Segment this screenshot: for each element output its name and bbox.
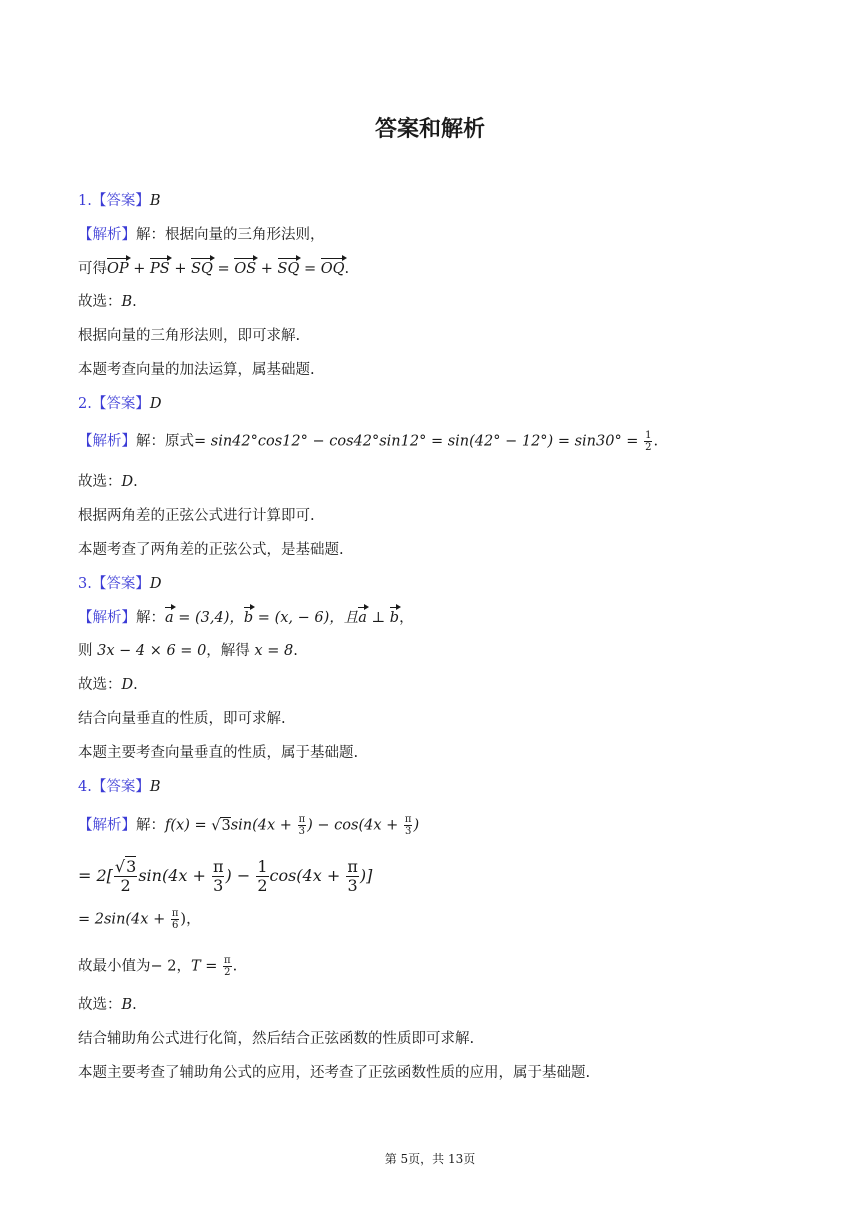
fraction-numerator: π — [298, 814, 306, 825]
q3-analysis-tag: 【解析】 — [78, 610, 136, 626]
fraction-one-half — [256, 858, 268, 895]
q4-l3-a: = 2sin(4x + — [78, 911, 170, 928]
q4-line-3 — [78, 908, 201, 931]
q1-choose-end: . — [132, 294, 137, 310]
fraction-numerator: 1 — [645, 430, 652, 441]
q4-l3-b: )， — [180, 911, 201, 928]
q3-choose: D — [121, 677, 134, 693]
q1-equals: = — [212, 261, 235, 277]
q3-line2-expression: 3x − 4 × 6 = 0 — [97, 643, 207, 659]
fraction-denominator: 6 — [171, 920, 179, 931]
q2-expr-end: . — [653, 433, 659, 450]
fraction-denominator: 2 — [224, 967, 231, 978]
fraction-numerator: π — [224, 955, 231, 966]
q2-answer-label: 2.【答案】 — [78, 396, 150, 412]
q3-eq-b: = (x, − 6)，且 — [253, 610, 359, 626]
q1-equation-line — [78, 259, 349, 279]
q3-note-1: 结合向量垂直的性质，即可求解. — [78, 711, 286, 727]
q3-answer-label: 3.【答案】 — [78, 576, 150, 592]
sqrt-three: √3 — [114, 857, 137, 876]
q1-note-2: 本题考查向量的加法运算，属基础题. — [78, 362, 315, 378]
fraction-denominator: 3 — [213, 876, 224, 895]
q4-analysis-prefix: 解： — [136, 817, 165, 834]
fraction-pi-over-3 — [298, 814, 307, 837]
sqrt-radicand: 3 — [126, 857, 137, 876]
q3-line2-result: x = 8 — [254, 643, 294, 659]
vector-a: a — [358, 610, 367, 626]
q4-l2-e: )] — [359, 866, 373, 885]
q4-l2-c: ) − — [225, 866, 256, 885]
q4-l1-d: ) — [413, 817, 420, 834]
q3-line2-mid: ，解得 — [206, 643, 255, 659]
q3-choose-prefix: 故选： — [78, 677, 122, 693]
fraction-numerator — [114, 858, 137, 877]
q1-answer-line — [78, 191, 161, 211]
q2-answer-line — [78, 394, 161, 414]
q4-choose-end: . — [132, 997, 137, 1013]
page-footer: 第 5页，共 13页 — [384, 1152, 476, 1166]
vector-ps: PS — [150, 261, 170, 277]
vector-oq: OQ — [320, 261, 345, 277]
fraction-pi-over-3 — [212, 858, 225, 895]
sqrt-three: √3 — [211, 817, 231, 834]
q3-analysis-line — [78, 608, 414, 628]
fraction-denominator: 3 — [347, 876, 358, 895]
q1-analysis-line — [78, 225, 325, 245]
q4-line-4 — [78, 955, 237, 978]
fraction-sqrt3-over-2 — [114, 858, 137, 895]
q4-answer: B — [149, 779, 161, 795]
fraction-denominator: 3 — [298, 826, 306, 837]
q1-plus: + — [169, 261, 192, 277]
q1-note-1: 根据向量的三角形法则，即可求解. — [78, 328, 301, 344]
q4-choose-prefix: 故选： — [78, 997, 122, 1013]
fraction-denominator: 3 — [405, 826, 412, 837]
q4-l4-a: 故最小值为− 2， — [78, 958, 191, 975]
q4-l2-d: cos(4x + — [269, 866, 346, 885]
vector-op: OP — [107, 261, 129, 277]
q4-answer-line — [78, 777, 161, 797]
fraction-denominator: 2 — [645, 442, 652, 453]
q1-analysis-text: 解：根据向量的三角形法则， — [136, 227, 325, 243]
q4-l2-b: sin(4x + — [138, 866, 211, 885]
vector-os: OS — [234, 261, 257, 277]
vector-sq: SQ — [191, 261, 213, 277]
q1-answer-label: 1.【答案】 — [78, 193, 150, 209]
fraction-pi-over-2 — [223, 955, 232, 978]
sqrt-radicand: 3 — [221, 817, 231, 834]
q2-answer: D — [149, 396, 162, 412]
q3-analysis-prefix: 解： — [136, 610, 165, 626]
q1-choose-line — [78, 292, 137, 312]
q2-analysis-prefix: 解：原式 — [136, 433, 194, 450]
q2-choose: D — [121, 474, 134, 490]
q2-analysis-line — [78, 430, 658, 453]
vector-b: b — [243, 610, 254, 626]
q1-eq-end: . — [344, 261, 350, 277]
q2-note-2: 本题考查了两角差的正弦公式，是基础题. — [78, 542, 344, 558]
q2-choose-end: . — [133, 474, 138, 490]
q2-choose-line — [78, 472, 138, 492]
q4-l1-a: f(x) = — [165, 817, 212, 834]
fraction-denominator: 2 — [257, 876, 268, 895]
q4-l4-b: T = — [190, 958, 223, 975]
q4-analysis-line — [78, 814, 419, 837]
q1-choose-prefix: 故选： — [78, 294, 122, 310]
fraction-numerator: π — [404, 814, 412, 825]
perpendicular-symbol: ⊥ — [366, 610, 390, 626]
fraction-denominator: 2 — [120, 876, 131, 895]
q3-line2-end: . — [293, 643, 298, 659]
q3-choose-line — [78, 675, 138, 695]
q3-eq-a: = (3,4)， — [173, 610, 244, 626]
q1-plus: + — [128, 261, 151, 277]
q4-answer-label: 4.【答案】 — [78, 779, 150, 795]
q4-choose: B — [121, 997, 133, 1013]
fraction-numerator: 1 — [257, 857, 268, 876]
q2-analysis-tag: 【解析】 — [78, 433, 136, 450]
vector-sq: SQ — [277, 261, 300, 277]
fraction-pi-over-6 — [171, 908, 180, 931]
q3-note-2: 本题主要考查向量垂直的性质，属于基础题. — [78, 745, 359, 761]
q2-expression: = sin42°cos12° − cos42°sin12° = sin(42° − 12°) = sin30° = — [194, 433, 644, 450]
q4-line-2 — [78, 858, 372, 895]
q4-l2-a: = 2[ — [78, 866, 113, 885]
fraction-numerator: π — [212, 857, 224, 876]
q4-analysis-tag: 【解析】 — [78, 817, 136, 834]
vector-a: a — [165, 610, 174, 626]
fraction-pi-over-3 — [346, 858, 359, 895]
q1-equals: = — [299, 261, 321, 277]
q3-answer-line — [78, 574, 161, 594]
fraction-numerator: π — [347, 857, 358, 876]
q3-line2-prefix: 则 — [78, 643, 98, 659]
q3-analysis-end: ， — [399, 610, 414, 626]
fraction-pi-over-3 — [404, 814, 413, 837]
q3-choose-end: . — [133, 677, 138, 693]
q4-choose-line — [78, 995, 137, 1015]
q4-l1-c: ) − cos(4x + — [307, 817, 403, 834]
q4-note-2: 本题主要考查了辅助角公式的应用，还考查了正弦函数性质的应用，属于基础题. — [78, 1065, 591, 1081]
q2-note-1: 根据两角差的正弦公式进行计算即可. — [78, 508, 315, 524]
q3-line-2 — [78, 641, 298, 661]
q4-note-1: 结合辅助角公式进行化简，然后结合正弦函数的性质即可求解. — [78, 1031, 475, 1047]
q1-answer: B — [149, 193, 161, 209]
q1-analysis-tag: 【解析】 — [78, 227, 136, 243]
q1-eq-prefix: 可得 — [78, 261, 107, 277]
q4-l4-c: . — [232, 958, 238, 975]
vector-b: b — [389, 610, 400, 626]
fraction-numerator: π — [171, 908, 179, 919]
q4-l1-b: sin(4x + — [230, 817, 297, 834]
q2-choose-prefix: 故选： — [78, 474, 122, 490]
q1-choose: B — [121, 294, 133, 310]
q3-answer: D — [149, 576, 162, 592]
fraction-one-half — [644, 430, 652, 453]
q1-plus: + — [256, 261, 278, 277]
page-title: 答案和解析 — [374, 117, 485, 142]
